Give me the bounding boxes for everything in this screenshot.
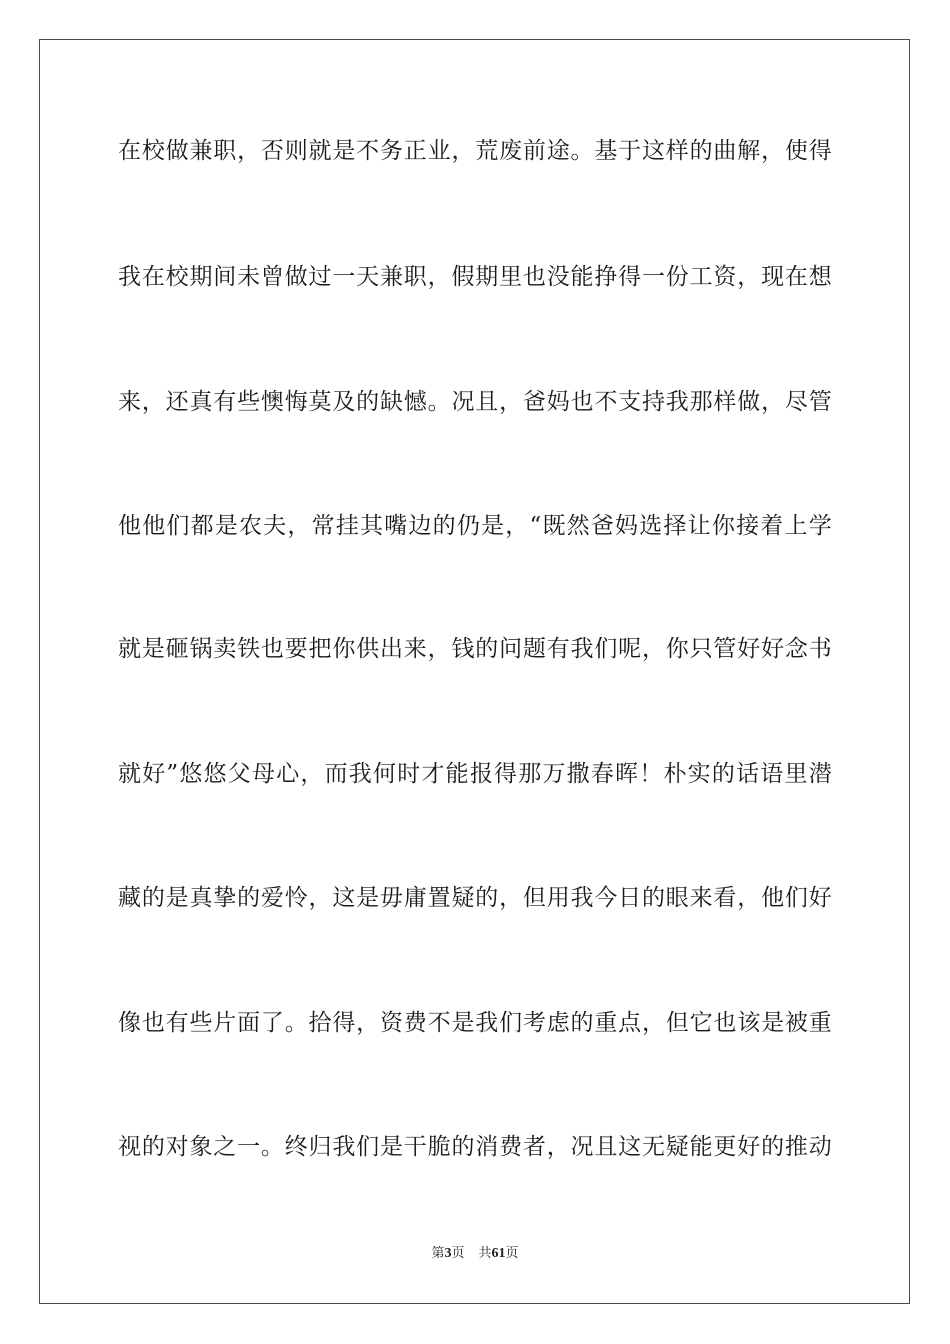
paragraph-line: 就是砸锅卖铁也要把你供出来，钱的问题有我们呢，你只管好好念书 xyxy=(118,636,832,662)
page-footer xyxy=(0,1245,950,1263)
total-pages-number: 61 xyxy=(491,1246,506,1261)
page-label-suffix: 页 xyxy=(451,1246,465,1261)
page-label-prefix: 第 xyxy=(431,1246,445,1261)
current-page-number: 3 xyxy=(444,1246,452,1261)
total-label-suffix: 页 xyxy=(505,1246,519,1261)
total-label-prefix: 共 xyxy=(478,1246,492,1261)
paragraph-line: 他他们都是农夫，常挂其嘴边的仍是，“既然爸妈选择让你接着上学 xyxy=(118,513,832,539)
paragraph-line: 像也有些片面了。拾得，资费不是我们考虑的重点，但它也该是被重 xyxy=(118,1010,832,1036)
paragraph-line: 就好”悠悠父母心，而我何时才能报得那万撒春晖！朴实的话语里潜 xyxy=(118,761,832,787)
paragraph-line: 藏的是真挚的爱怜，这是毋庸置疑的，但用我今日的眼来看，他们好 xyxy=(118,885,832,911)
page-border xyxy=(39,39,910,1304)
paragraph-line: 视的对象之一。终归我们是干脆的消费者，况且这无疑能更好的推动 xyxy=(118,1134,832,1160)
paragraph-line: 我在校期间未曾做过一天兼职，假期里也没能挣得一份工资，现在想 xyxy=(118,264,832,290)
paragraph-line: 在校做兼职，否则就是不务正业，荒废前途。基于这样的曲解，使得 xyxy=(118,138,832,164)
paragraph-line: 来，还真有些懊悔莫及的缺憾。况且，爸妈也不支持我那样做，尽管 xyxy=(118,389,832,415)
